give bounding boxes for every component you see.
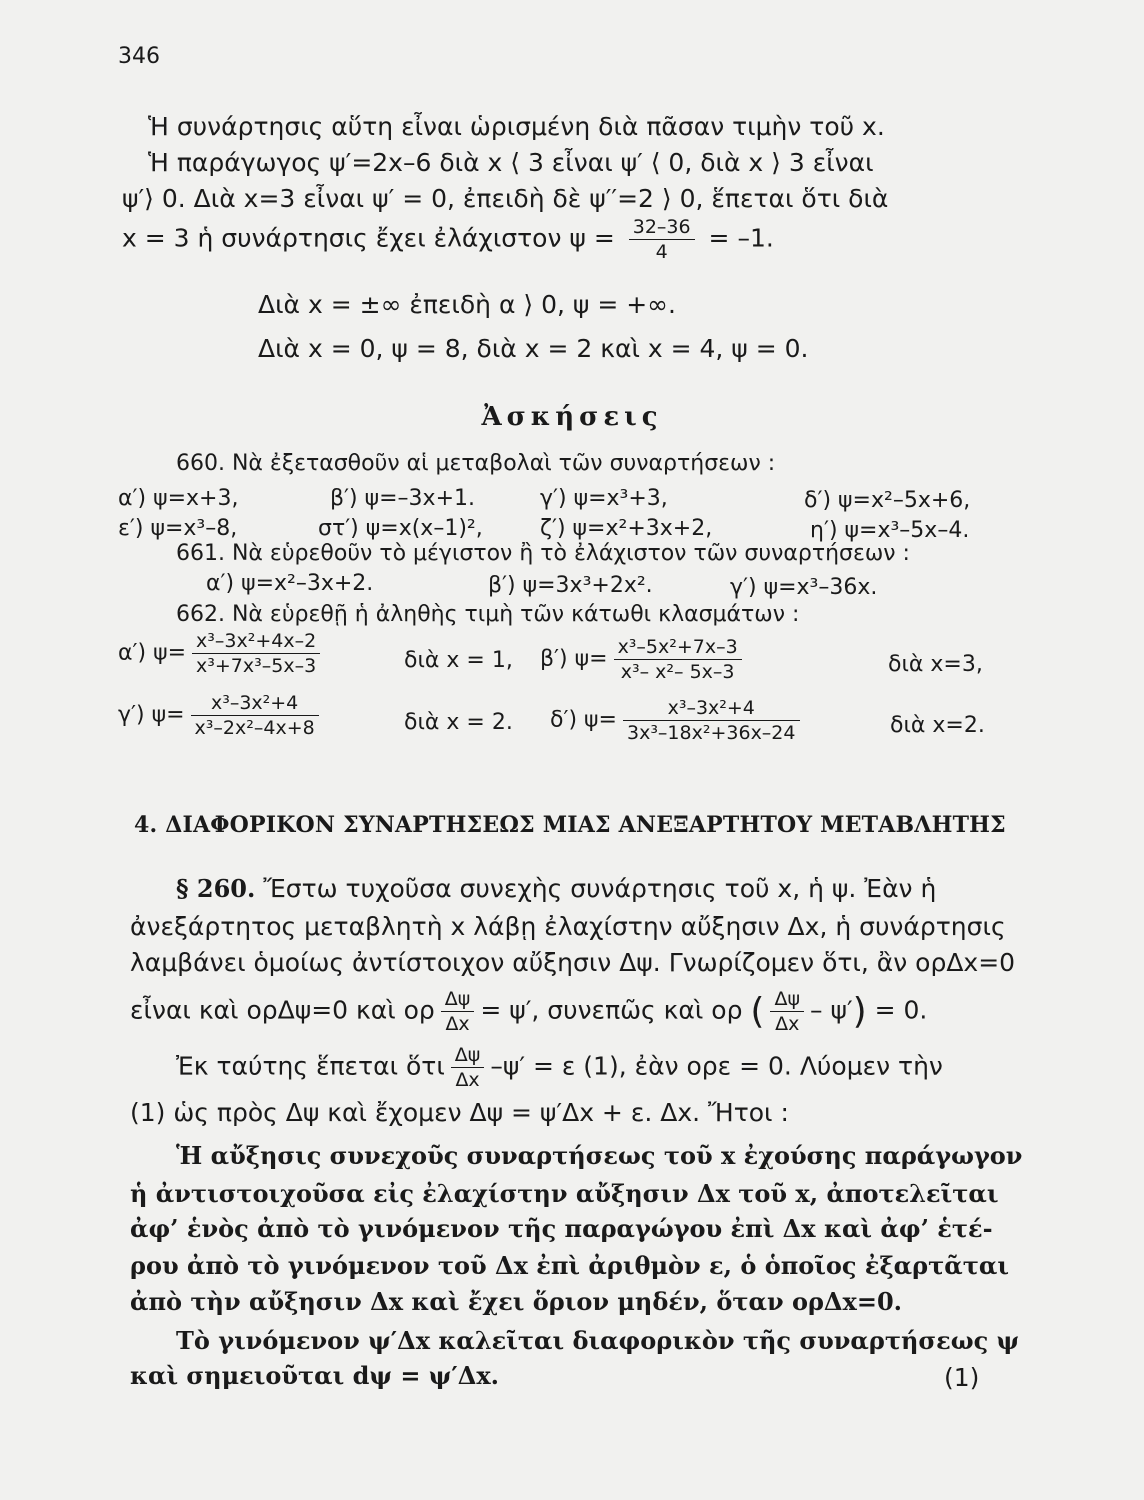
ex662-d-fraction	[623, 697, 800, 744]
ex662-item-c	[118, 692, 325, 739]
intro-line-6: Διὰ x = 0, ψ = 8, διὰ x = 2 καὶ x = 4, ψ = 0.	[258, 334, 809, 363]
fraction-denominator: x³–2x²–4x+8	[194, 717, 315, 739]
para260-line-6: (1) ὡς πρὸς Δψ καὶ ἔχομεν Δψ = ψ′Δx + ε. Δx. Ἤτοι :	[130, 1098, 789, 1127]
ex662-item-a	[118, 630, 326, 677]
para260-line-4-b: = ψ′, συνεπῶς καὶ ορ	[480, 995, 743, 1025]
ex661-item: β′) ψ=3x³+2x².	[488, 573, 653, 598]
ex662-a-label: α′) ψ=	[118, 640, 187, 666]
ex660-item: η′) ψ=x³–5x–4.	[810, 518, 970, 543]
ex662-b-fraction	[614, 636, 742, 683]
para260-line-2: ἀνεξάρτητος μεταβλητὴ x λάβῃ ἐλαχίστην αὔξησιν Δx, ἡ συνάρτησις	[130, 912, 1006, 941]
ex660-item: δ′) ψ=x²–5x+6,	[804, 488, 971, 513]
ex660-item: α′) ψ=x+3,	[118, 486, 239, 511]
ex662-c-fraction	[191, 692, 319, 739]
final-line-1: Τὸ γινόμενον ψ′Δx καλεῖται διαφορικὸν τῆς συναρτήσεως ψ	[176, 1326, 1020, 1355]
fraction-numerator: x³–3x²+4	[191, 692, 319, 716]
ex662-d-label: δ′) ψ=	[550, 707, 617, 733]
fraction-numerator: Δψ	[451, 1044, 485, 1068]
right-paren: )	[852, 991, 867, 1032]
ex660-item: ε′) ψ=x³–8,	[118, 516, 238, 541]
para260-line-4-c: – ψ′	[810, 995, 853, 1025]
section-number: § 260.	[176, 874, 256, 903]
ex662-a-condition: διὰ x = 1,	[404, 648, 513, 673]
ex662-c-label: γ′) ψ=	[118, 702, 185, 728]
para260-line-5-a: Ἐκ ταύτης ἕπεται ὅτι	[176, 1051, 445, 1081]
ex662-b-condition: διὰ x=3,	[888, 652, 983, 677]
theorem-line-3: ἀφ’ ἑνὸς ἀπὸ τὸ γινόμενον τῆς παραγώγου ἐπὶ Δx καὶ ἀφ’ ἑτέ-	[130, 1214, 993, 1243]
para260-line-4-d: = 0.	[874, 995, 928, 1025]
ex661-item: γ′) ψ=x³–36x.	[730, 575, 878, 600]
min-value-fraction	[629, 216, 695, 263]
intro-line-1: Ἡ συνάρτησις αὕτη εἶναι ὡρισμένη διὰ πᾶσαν τιμὴν τοῦ x.	[148, 112, 885, 141]
section-heading: 4. ΔΙΑΦΟΡΙΚΟΝ ΣΥΝΑΡΤΗΣΕΩΣ ΜΙΑΣ ΑΝΕΞΑΡΤΗΤΟΥ ΜΕΤΑΒΛΗΤΗΣ	[134, 812, 1006, 838]
ex660-item: γ′) ψ=x³+3,	[540, 486, 668, 511]
theorem-line-5: ἀπὸ τὴν αὔξησιν Δx καὶ ἔχει ὅριον μηδέν, ὅταν ορΔx=0.	[130, 1287, 903, 1316]
fraction-denominator: x³– x²– 5x–3	[620, 661, 735, 683]
para260-line-4	[130, 988, 927, 1035]
fraction-numerator: x³–5x²+7x–3	[614, 636, 742, 660]
para260-line-4-a: εἶναι καὶ ορΔψ=0 καὶ ορ	[130, 995, 435, 1025]
derivative-fraction	[451, 1044, 485, 1091]
ex660-item: ζ′) ψ=x²+3x+2,	[540, 516, 713, 541]
ex660-item: β′) ψ=–3x+1.	[330, 486, 475, 511]
fraction-denominator: x³+7x³–5x–3	[196, 655, 317, 677]
page-number: 346	[118, 44, 160, 69]
intro-line-3: ψ′⟩ 0. Διὰ x=3 εἶναι ψ′ = 0, ἐπειδὴ δὲ ψ′′=2 ⟩ 0, ἕπεται ὅτι διὰ	[122, 184, 889, 213]
exercise-660-title: 660. Νὰ ἐξετασθοῦν αἱ μεταβολαὶ τῶν συναρτήσεων :	[176, 451, 776, 476]
para260-line-1-text: Ἔστω τυχοῦσα συνεχὴς συνάρτησις τοῦ x, ἡ ψ. Ἐὰν ἡ	[263, 874, 937, 903]
fraction-numerator: Δψ	[441, 988, 475, 1012]
ex662-c-condition: διὰ x = 2.	[404, 710, 513, 735]
intro-line-4-text: x = 3 ἡ συνάρτησις ἔχει ἐλάχιστον ψ =	[122, 223, 615, 253]
fraction-numerator: Δψ	[770, 988, 804, 1012]
ex662-d-condition: διὰ x=2.	[890, 713, 985, 738]
fraction-denominator: Δx	[775, 1013, 800, 1035]
derivative-fraction	[770, 988, 804, 1035]
ex662-b-label: β′) ψ=	[540, 646, 608, 672]
fraction-denominator: 3x³–18x²+36x–24	[626, 722, 796, 744]
exercises-heading: Ἀσκήσεις	[481, 402, 663, 432]
fraction-denominator: 4	[655, 241, 668, 263]
intro-line-2: Ἡ παράγωγος ψ′=2x–6 διὰ x ⟨ 3 εἶναι ψ′ ⟨ 0, διὰ x ⟩ 3 εἶναι	[148, 148, 874, 177]
para260-line-5	[176, 1044, 943, 1091]
theorem-line-2: ἡ ἀντιστοιχοῦσα εἰς ἐλαχίστην αὔξησιν Δx τοῦ x, ἀποτελεῖται	[130, 1179, 999, 1208]
theorem-line-4: ρου ἀπὸ τὸ γινόμενον τοῦ Δx ἐπὶ ἀριθμὸν ε, ὁ ὁποῖος ἐξαρτᾶται	[130, 1251, 1009, 1280]
fraction-denominator: Δx	[455, 1069, 480, 1091]
fraction-numerator: x³–3x²+4	[623, 697, 800, 721]
exercise-661-title: 661. Νὰ εὑρεθοῦν τὸ μέγιστον ἢ τὸ ἐλάχιστον τῶν συναρτήσεων :	[176, 541, 910, 566]
ex660-item: στ′) ψ=x(x–1)²,	[318, 516, 483, 541]
para260-line-1	[176, 874, 936, 903]
ex662-item-d	[550, 697, 806, 744]
ex661-item: α′) ψ=x²–3x+2.	[206, 571, 374, 596]
equation-number: (1)	[944, 1363, 980, 1392]
para260-line-3: λαμβάνει ὁμοίως ἀντίστοιχον αὔξησιν Δψ. Γνωρίζομεν ὅτι, ἂν ορΔx=0	[130, 948, 1016, 977]
theorem-line-1: Ἡ αὔξησις συνεχοῦς συναρτήσεως τοῦ x ἐχούσης παράγωγον	[176, 1141, 1023, 1170]
para260-line-5-b: –ψ′ = ε (1), ἐὰν ορε = 0. Λύομεν τὴν	[490, 1051, 943, 1081]
exercise-662-title: 662. Νὰ εὑρεθῇ ἡ ἀληθὴς τιμὴ τῶν κάτωθι κλασμάτων :	[176, 602, 800, 627]
intro-line-4-result: = –1.	[708, 223, 774, 253]
final-line-2: καὶ σημειοῦται dψ = ψ′Δx.	[130, 1361, 499, 1390]
ex662-item-b	[540, 636, 748, 683]
derivative-fraction	[441, 988, 475, 1035]
fraction-numerator: 32–36	[629, 216, 695, 240]
fraction-numerator: x³–3x²+4x–2	[192, 630, 320, 654]
intro-line-4	[122, 216, 774, 263]
left-paren: (	[750, 991, 765, 1032]
ex662-a-fraction	[192, 630, 320, 677]
fraction-denominator: Δx	[445, 1013, 470, 1035]
intro-line-5: Διὰ x = ±∞ ἐπειδὴ α ⟩ 0, ψ = +∞.	[258, 290, 676, 319]
